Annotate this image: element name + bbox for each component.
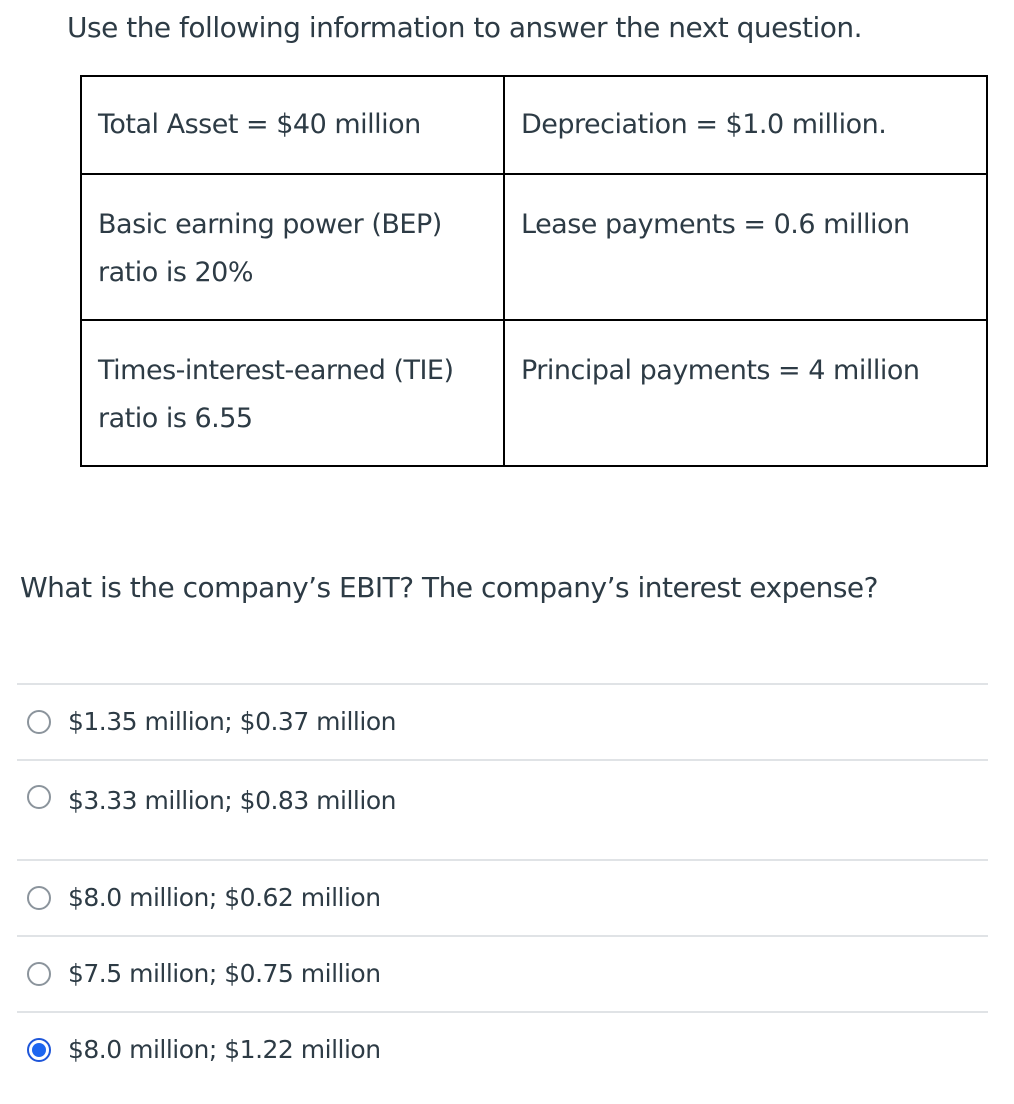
- info-table-row: [81, 320, 987, 466]
- answer-label: $3.33 million; $0.83 million: [68, 786, 396, 815]
- answer-option-3[interactable]: [17, 859, 988, 935]
- info-cell-total-asset: Total Asset = $40 million: [81, 76, 504, 174]
- answer-label: $8.0 million; $0.62 million: [68, 883, 381, 912]
- info-table: [80, 75, 988, 467]
- radio-button-selected[interactable]: [27, 1038, 51, 1062]
- answer-label: $8.0 million; $1.22 million: [68, 1035, 381, 1064]
- answer-option-1[interactable]: [17, 683, 988, 759]
- answer-option-4[interactable]: [17, 935, 988, 1011]
- info-cell-depreciation: Depreciation = $1.0 million.: [504, 76, 987, 174]
- radio-button[interactable]: [27, 962, 51, 986]
- info-table-row: [81, 76, 987, 174]
- radio-button[interactable]: [27, 886, 51, 910]
- answer-label: $7.5 million; $0.75 million: [68, 959, 381, 988]
- answer-label: $1.35 million; $0.37 million: [68, 707, 396, 736]
- question-text: What is the company’s EBIT? The company’s interest expense?: [20, 571, 879, 604]
- info-cell-tie: Times-interest-earned (TIE) ratio is 6.55: [81, 320, 504, 466]
- info-cell-lease-payments: Lease payments = 0.6 million: [504, 174, 987, 320]
- radio-button[interactable]: [27, 785, 51, 809]
- answer-list: [17, 683, 988, 1087]
- answer-option-2[interactable]: [17, 759, 988, 859]
- answer-option-5[interactable]: [17, 1011, 988, 1087]
- info-cell-principal-payments: Principal payments = 4 million: [504, 320, 987, 466]
- intro-text: Use the following information to answer the next question.: [67, 11, 863, 44]
- info-table-row: [81, 174, 987, 320]
- radio-button[interactable]: [27, 710, 51, 734]
- info-cell-bep: Basic earning power (BEP) ratio is 20%: [81, 174, 504, 320]
